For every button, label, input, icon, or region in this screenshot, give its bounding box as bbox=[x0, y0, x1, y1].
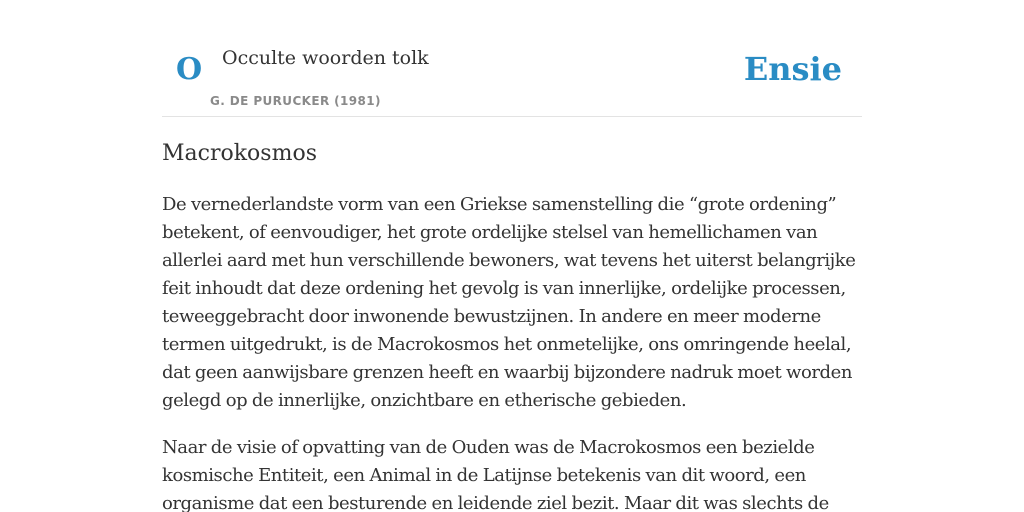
book-author: G. DE PURUCKER (1981) bbox=[210, 94, 381, 108]
book-header bbox=[162, 0, 862, 117]
book-title[interactable]: Occulte woorden tolk bbox=[222, 47, 429, 69]
index-letter[interactable]: O bbox=[176, 52, 203, 87]
entry-title: Macrokosmos bbox=[162, 141, 317, 166]
entry-paragraph: Naar de visie of opvatting van de Ouden was de Macrokosmos een bezielde kosmische Entiteit, een Animal in de Latijnse betekenis van dit woord, een organisme dat een besturende en leidende ziel bezit. Maar dit was slechts de bbox=[162, 437, 829, 512]
entry-paragraph: De vernederlandste vorm van een Griekse samenstelling die “grote ordening” betekent, of eenvoudiger, het grote ordelijke stelsel van hemellichamen van allerlei aard met hun verschillende bewoners, wat tevens het uiterst belangrijke feit inhoudt dat deze ordening het gevolg is van innerlijke, ordelijke processen, teweeggebracht door inwonende bewustzijnen. In andere en meer moderne termen uitgedrukt, is de Macrokosmos het onmetelijke, ons omringende heelal, dat geen aanwijsbare grenzen heeft en waarbij bijzondere nadruk moet worden gelegd op de innerlijke, onzichtbare en etherische gebieden. bbox=[162, 194, 856, 411]
entry-content bbox=[162, 138, 862, 512]
brand-logo-link[interactable]: Ensie bbox=[743, 50, 842, 88]
